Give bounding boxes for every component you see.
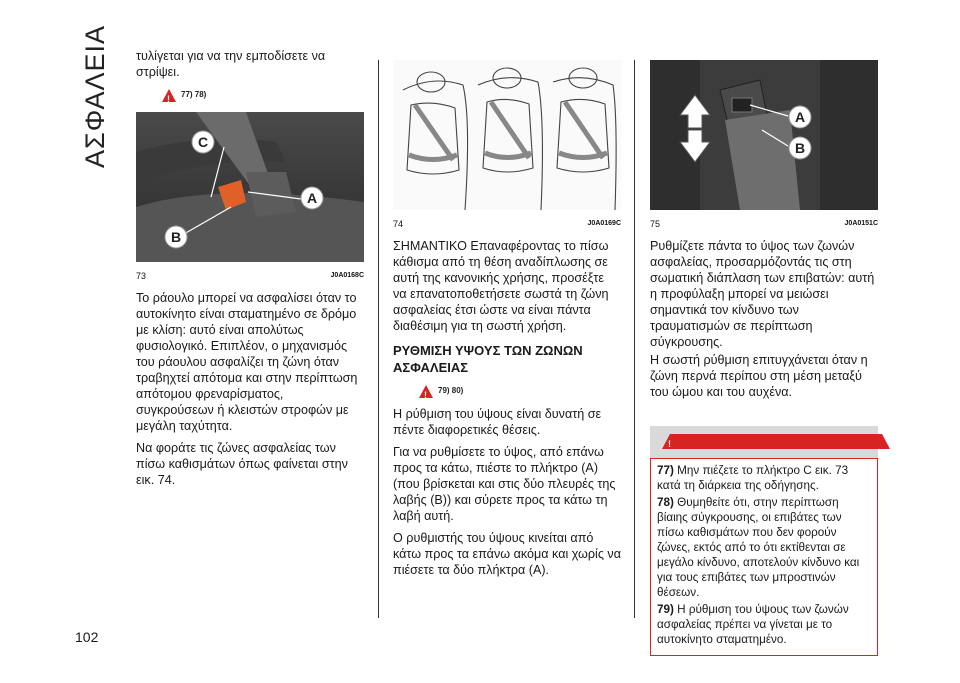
warning-refs (162, 86, 364, 104)
paragraph: Ρυθμίζετε πάντα το ύψος των ζωνών ασφαλείας, προσαρμόζοντάς τις στη σωματική διάπλαση των επιβατών: αυτή η προφύλαξη μπορεί να μειώσει σημαντικά τον κίνδυνο των τραυματισμών σε περίπτωση σύγκρουσης. (650, 239, 875, 349)
warning-triangle-icon (662, 434, 890, 449)
column-3 (650, 60, 878, 656)
figure-caption (136, 268, 364, 284)
figure-code: J0A0168C (330, 272, 364, 279)
note-text: Η ρύθμιση του ύψους των ζωνών ασφαλείας πρέπει να γίνεται με το αυτοκίνητο σταματημένο. (657, 603, 849, 646)
note-number: 79) (657, 603, 674, 616)
warning-title: ΠΡΟΣΟΧΗ (731, 435, 797, 449)
label-a: A (306, 190, 318, 206)
belt-height-adjuster-photo (650, 60, 878, 210)
warning-refs-label: 77) 78) (181, 90, 207, 99)
figure-code: J0A0151C (844, 220, 878, 227)
figure-caption (393, 216, 621, 232)
paragraph: Το ράουλο μπορεί να ασφαλίσει όταν το αυτοκίνητο είναι σταματημένο σε δρόμο με κλίση: αυτό είναι απολύτως φυσιολογικό. Επιπλέον, ο μηχανισμός του ράουλου ασφαλίζει τη ζώνη όταν τραβηχτεί απότομα και στην περίπτωση απότομου φρεναρίσματος, συγκρούσεων ή κλειστών στροφών με μεγάλη ταχύτητα. (136, 291, 358, 433)
paragraph: Για να ρυθμίσετε το ύψος, από επάνω προς τα κάτω, πιέστε το πλήκτρο (A) (που βρίσκεται και στις δύο πλευρές της λαβής (B)) και σύρετε προς τα κάτω τη λαβή αυτή. (393, 445, 616, 523)
warning-refs-label: 79) 80) (438, 386, 464, 395)
column-divider (378, 60, 379, 618)
paragraph: Η σωστή ρύθμιση επιτυγχάνεται όταν η ζώνη περνά περίπου στη μέση μεταξύ του ώμου και του αυχένα. (650, 353, 868, 399)
warning-box (650, 458, 878, 656)
label-c: C (197, 134, 209, 150)
column-1 (136, 48, 364, 488)
note-number: 77) (657, 464, 674, 477)
note-text: Θυμηθείτε ότι, στην περίπτωση βίαιης σύγκρουσης, οι επιβάτες των πίσω καθισμάτων που δεν φορούν ζώνες, εκτός από το ότι εκτίθενται σε μεγάλο κίνδυνο, αποτελούν κίνδυνο και για τους επιβάτες των μπροστινών θέσεων. (657, 496, 860, 599)
label-b: B (794, 140, 806, 156)
column-divider (634, 60, 635, 618)
section-heading: ΡΥΘΜΙΣΗ ΥΨΟΥΣ ΤΩΝ ΖΩΝΩΝ ΑΣΦΑΛΕΙΑΣ (393, 343, 583, 375)
figure-number: 74 (393, 219, 404, 229)
paragraph: ΣΗΜΑΝΤΙΚΟ Επαναφέροντας το πίσω κάθισμα από τη θέση αναδίπλωσης σε αυτή της κανονικής χρήσης, προσέξτε να επανατοποθετήσετε σωστά τη ζώνη ασφαλείας έτσι ώστε να είναι πάντα διαθέσιμη για τη σωστή χρήση. (393, 239, 609, 333)
paragraph: Να φοράτε τις ζώνες ασφαλείας των πίσω καθισμάτων όπως φαίνεται στην εικ. 74. (136, 441, 348, 487)
warning-header (650, 426, 878, 458)
figure-caption (650, 216, 878, 232)
figure-75 (650, 60, 878, 232)
figure-73 (136, 112, 364, 284)
paragraph: Ο ρυθμιστής του ύψους κινείται από κάτω προς τα επάνω ακόμα και χωρίς να πιέσετε τα δύο πλήκτρα (A). (393, 531, 621, 577)
label-a: A (794, 109, 806, 125)
label-b: B (170, 229, 182, 245)
text-continuation: τυλίγεται για να την εμποδίσετε να στρίψει. (136, 49, 326, 79)
note-text: Μην πιέζετε το πλήκτρο C εικ. 73 κατά τη διάρκεια της οδήγησης. (657, 464, 849, 492)
warning-triangle-icon (419, 385, 433, 398)
figure-number: 75 (650, 219, 661, 229)
seatbelt-buckle-photo (136, 112, 364, 262)
warning-refs (419, 382, 621, 400)
warning-note (657, 495, 871, 600)
rear-seats-belts-illustration (393, 60, 621, 210)
figure-code: J0A0169C (587, 220, 621, 227)
page-number: 102 (75, 629, 99, 645)
column-2 (393, 60, 621, 578)
warning-note (657, 463, 871, 493)
paragraph: Η ρύθμιση του ύψους είναι δυνατή σε πέντε διαφορετικές θέσεις. (393, 407, 602, 437)
note-number: 78) (657, 496, 674, 509)
figure-number: 73 (136, 271, 147, 281)
warning-note (657, 602, 871, 647)
section-title: ΑΣΦΑΛΕΙΑ (80, 24, 110, 168)
warning-triangle-icon (162, 89, 176, 102)
figure-74 (393, 60, 621, 232)
